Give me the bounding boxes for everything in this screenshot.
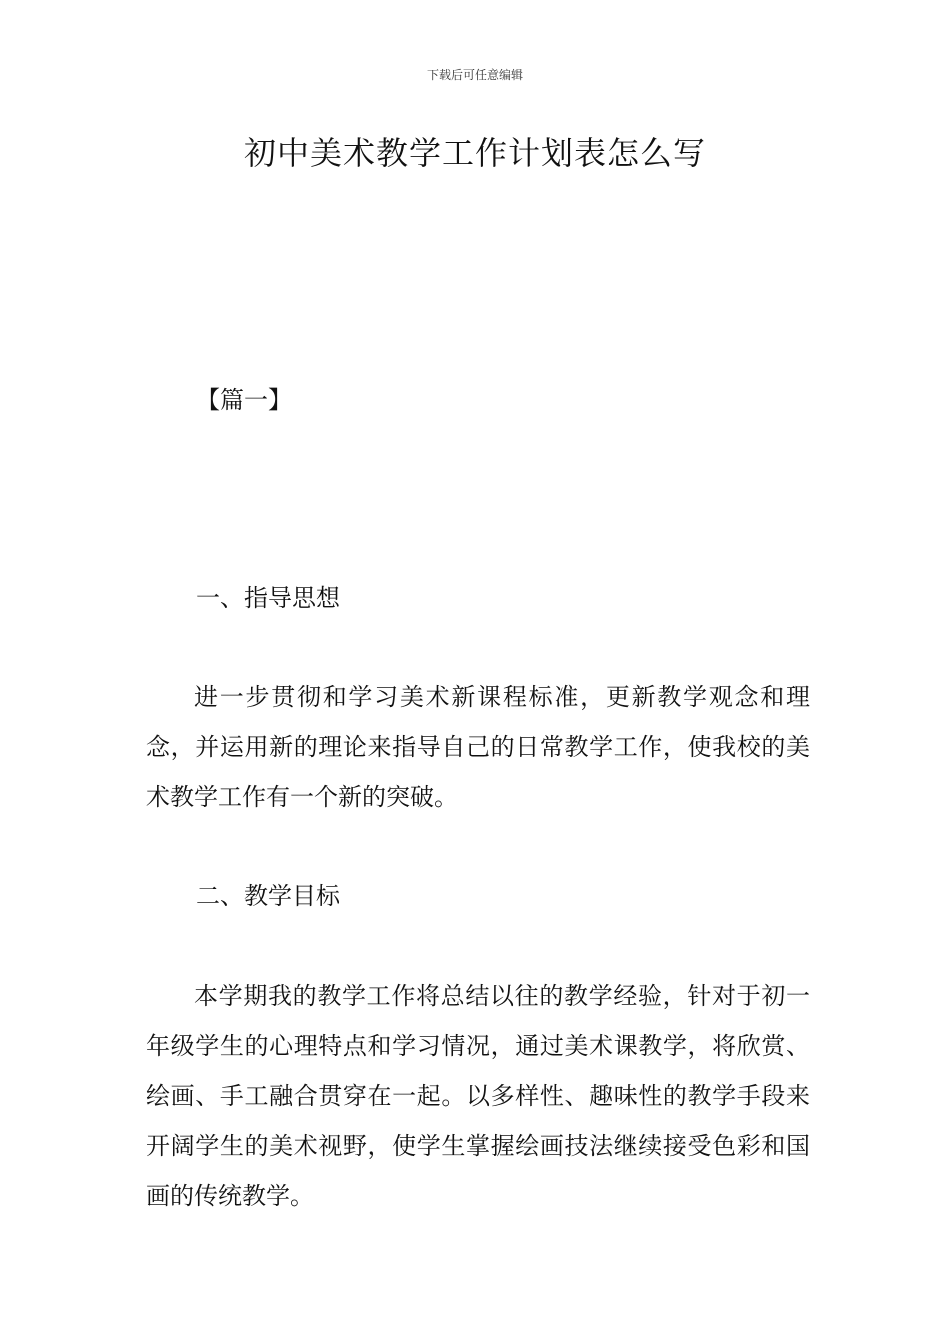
header-note: 下载后可任意编辑	[426, 68, 523, 82]
section-body-teaching-goals: 本学期我的教学工作将总结以往的教学经验，针对于初一年级学生的心理特点和学习情况，通过美术课教学，将欣赏、绘画、手工融合贯穿在一起。以多样性、趣味性的教学手段来开阔学生的美术视野，使学生掌握绘画技法继续接受色彩和国画的传统教学。	[146, 982, 810, 1210]
section-heading-teaching-goals: 二、教学目标	[196, 882, 340, 910]
section-heading-guiding-ideology: 一、指导思想	[196, 584, 340, 612]
section-body-guiding-ideology: 进一步贯彻和学习美术新课程标准，更新教学观念和理念，并运用新的理论来指导自己的日常教学工作，使我校的美术教学工作有一个新的突破。	[146, 683, 810, 811]
part-label: 【篇一】	[196, 386, 292, 414]
document-title: 初中美术教学工作计划表怎么写	[243, 134, 706, 172]
